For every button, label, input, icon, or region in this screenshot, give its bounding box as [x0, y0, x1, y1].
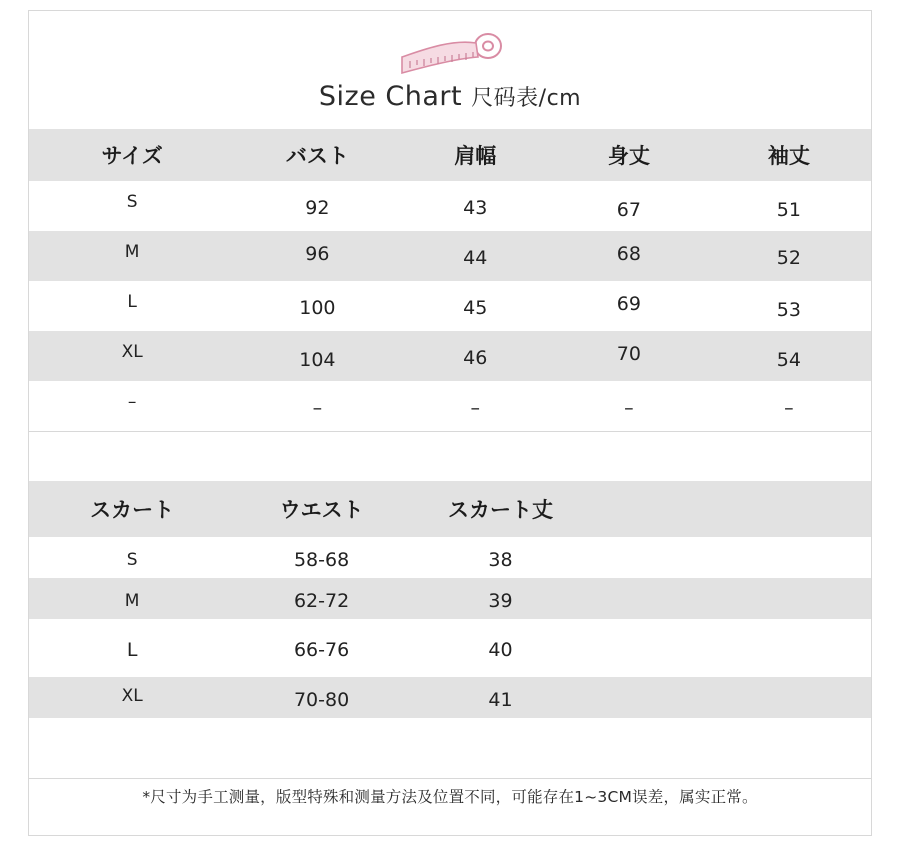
cell-shoulder: 44 [463, 247, 488, 269]
table-row [29, 537, 871, 578]
table-row [29, 677, 871, 718]
table-row [29, 619, 871, 677]
cell-skirt-length: 40 [488, 639, 513, 661]
measurement-note: *尺寸为手工测量，版型特殊和测量方法及位置不同，可能存在1~3CM误差，属实正常。 [142, 788, 758, 806]
cell-shoulder: 46 [463, 347, 488, 369]
cell-bust: 96 [305, 243, 330, 265]
column-header-size: サイズ [101, 144, 163, 168]
cell-size: – [127, 392, 137, 412]
column-header-skirt-length: スカート丈 [448, 498, 553, 522]
cell-shoulder: – [470, 397, 480, 419]
cell-size: XL [121, 342, 143, 362]
cell-bust: 92 [305, 197, 330, 219]
column-header-length: 身丈 [607, 144, 650, 168]
column-header-sleeve: 袖丈 [767, 144, 810, 168]
cell-waist: 62-72 [293, 589, 350, 612]
cell-shoulder: 45 [463, 297, 488, 319]
table-row [29, 331, 871, 381]
cell-length: 68 [616, 243, 641, 265]
cell-waist: 70-80 [293, 688, 350, 711]
cell-sleeve: 54 [776, 349, 801, 371]
page-title-cn: 尺码表/cm [471, 86, 582, 111]
footer-divider [29, 778, 871, 779]
cell-skirt-length: 38 [488, 548, 513, 571]
chart-frame [28, 10, 872, 836]
bottom-size-table [29, 481, 871, 718]
page-title [29, 81, 871, 112]
cell-skirt-size: XL [121, 685, 143, 706]
column-header-skirt: スカート [90, 498, 175, 522]
table-row [29, 231, 871, 281]
column-header-waist: ウエスト [279, 498, 364, 522]
chart-header [29, 11, 871, 129]
cell-skirt-length: 39 [488, 589, 513, 612]
table-row [29, 181, 871, 231]
cell-bust: – [312, 397, 323, 419]
cell-length: 69 [616, 293, 641, 315]
table-row [29, 578, 871, 619]
cell-size: L [127, 292, 137, 312]
table-header-row [29, 481, 871, 537]
measuring-tape-icon [390, 33, 510, 79]
cell-size: M [124, 242, 140, 262]
cell-shoulder: 43 [463, 197, 488, 219]
section-divider [29, 431, 871, 432]
cell-sleeve: 53 [776, 299, 801, 321]
column-header-bust: バスト [285, 144, 349, 168]
cell-length: – [624, 397, 634, 419]
cell-bust: 100 [299, 297, 336, 319]
page-title-en: Size Chart [318, 81, 472, 112]
cell-skirt-size: L [126, 639, 138, 661]
cell-skirt-size: M [124, 590, 140, 611]
cell-bust: 104 [299, 349, 336, 371]
table-header-row [29, 129, 871, 181]
table-row [29, 281, 871, 331]
cell-waist: 58-68 [293, 548, 350, 571]
cell-sleeve: 51 [776, 199, 801, 221]
column-header-shoulder: 肩幅 [454, 144, 497, 168]
cell-sleeve: 52 [776, 247, 801, 269]
cell-skirt-size: S [126, 549, 138, 570]
cell-sleeve: – [784, 397, 794, 419]
cell-length: 70 [616, 343, 641, 365]
cell-skirt-length: 41 [488, 688, 513, 711]
cell-length: 67 [616, 199, 641, 221]
cell-waist: 66-76 [293, 639, 350, 661]
table-row [29, 381, 871, 431]
top-size-table [29, 129, 871, 431]
cell-size: S [126, 192, 138, 212]
